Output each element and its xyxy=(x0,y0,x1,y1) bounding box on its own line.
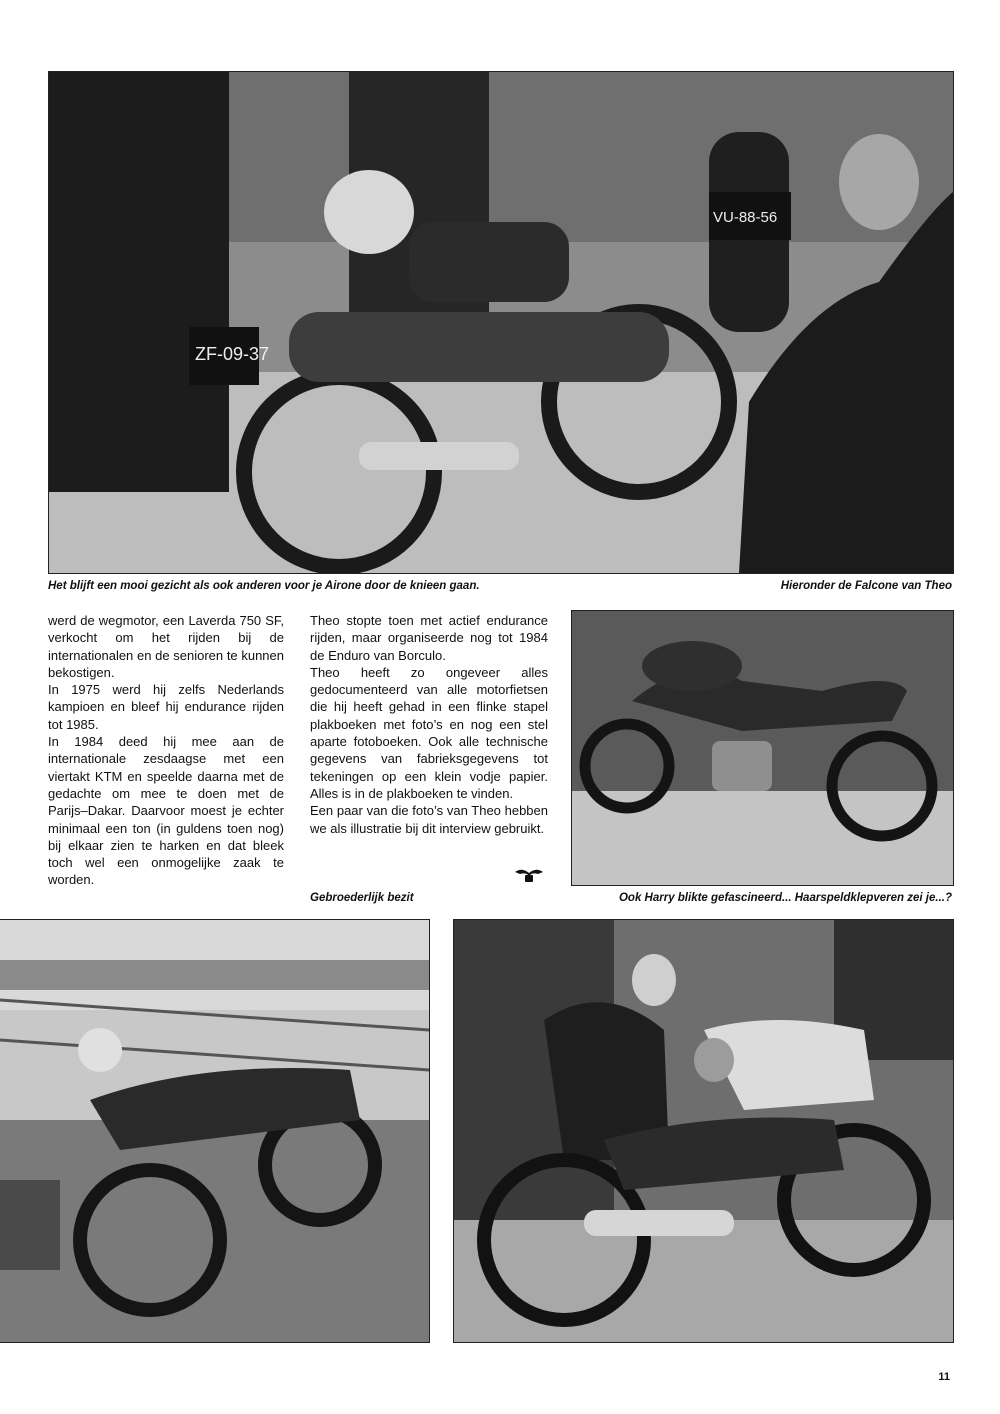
column2-paragraph: Een paar van die foto’s van Theo hebben we als illustratie bij dit interview gebruikt. xyxy=(310,803,548,836)
article-column-1 xyxy=(48,612,284,889)
caption-top-left: Het blijft een mooi gezicht als ook anderen voor je Airone door de knieen gaan. xyxy=(48,580,480,592)
column2-paragraph: Theo stopte toen met actief endurance rijden, maar organiseerde nog tot 1984 de Enduro van Borculo. xyxy=(310,613,548,663)
photo-falcone xyxy=(571,610,954,886)
column1-paragraph: In 1984 deed hij mee aan de internationale zesdaagse met een viertakt KTM en speelde daarna met de gedachte om mee te doen met de Parijs–Dakar. Daarvoor moest je echter minimaal een ton (in guldens toen nog) bij elkaar zien te harken en dat bleek toch wel een onmogelijke zaak te worden. xyxy=(48,734,284,888)
page-number: 11 xyxy=(938,1371,950,1383)
caption-top-right: Hieronder de Falcone van Theo xyxy=(780,580,952,592)
column1-paragraph: werd de wegmotor, een Laverda 750 SF, verkocht om het rijden bij de internationalen en de senioren te kunnen bekostigen. xyxy=(48,613,284,680)
photo-motorcycles-by-water xyxy=(0,919,430,1343)
photo-airone-motorcycle xyxy=(48,71,954,574)
column2-paragraph: Theo heeft zo ongeveer alles gedocumenteerd van alle motorfietsen die hij heeft gehad in een flinke stapel plakboeken met foto’s en nog een stel aparte fotoboeken. Ook alle technische gegevens van fabrieksgegevens tot tekeningen op een klein vodje papier. Alles is in de plakboeken te vinden. xyxy=(310,664,548,801)
photo-harry-with-motorcycle xyxy=(453,919,954,1343)
plate-left: ZF-09-37 xyxy=(195,344,270,364)
article-column-2 xyxy=(310,612,548,837)
subheading-gebroederlijk: Gebroederlijk bezit xyxy=(310,892,414,904)
eagle-logo-icon xyxy=(514,866,544,884)
column1-paragraph: In 1975 werd hij zelfs Nederlands kampioen en bleef hij endurance rijden tot 1985. xyxy=(48,682,284,732)
plate-right: VU-88-56 xyxy=(713,209,778,226)
caption-middle-right: Ook Harry blikte gefascineerd... Haarspeldklepveren zei je...? xyxy=(618,892,952,904)
